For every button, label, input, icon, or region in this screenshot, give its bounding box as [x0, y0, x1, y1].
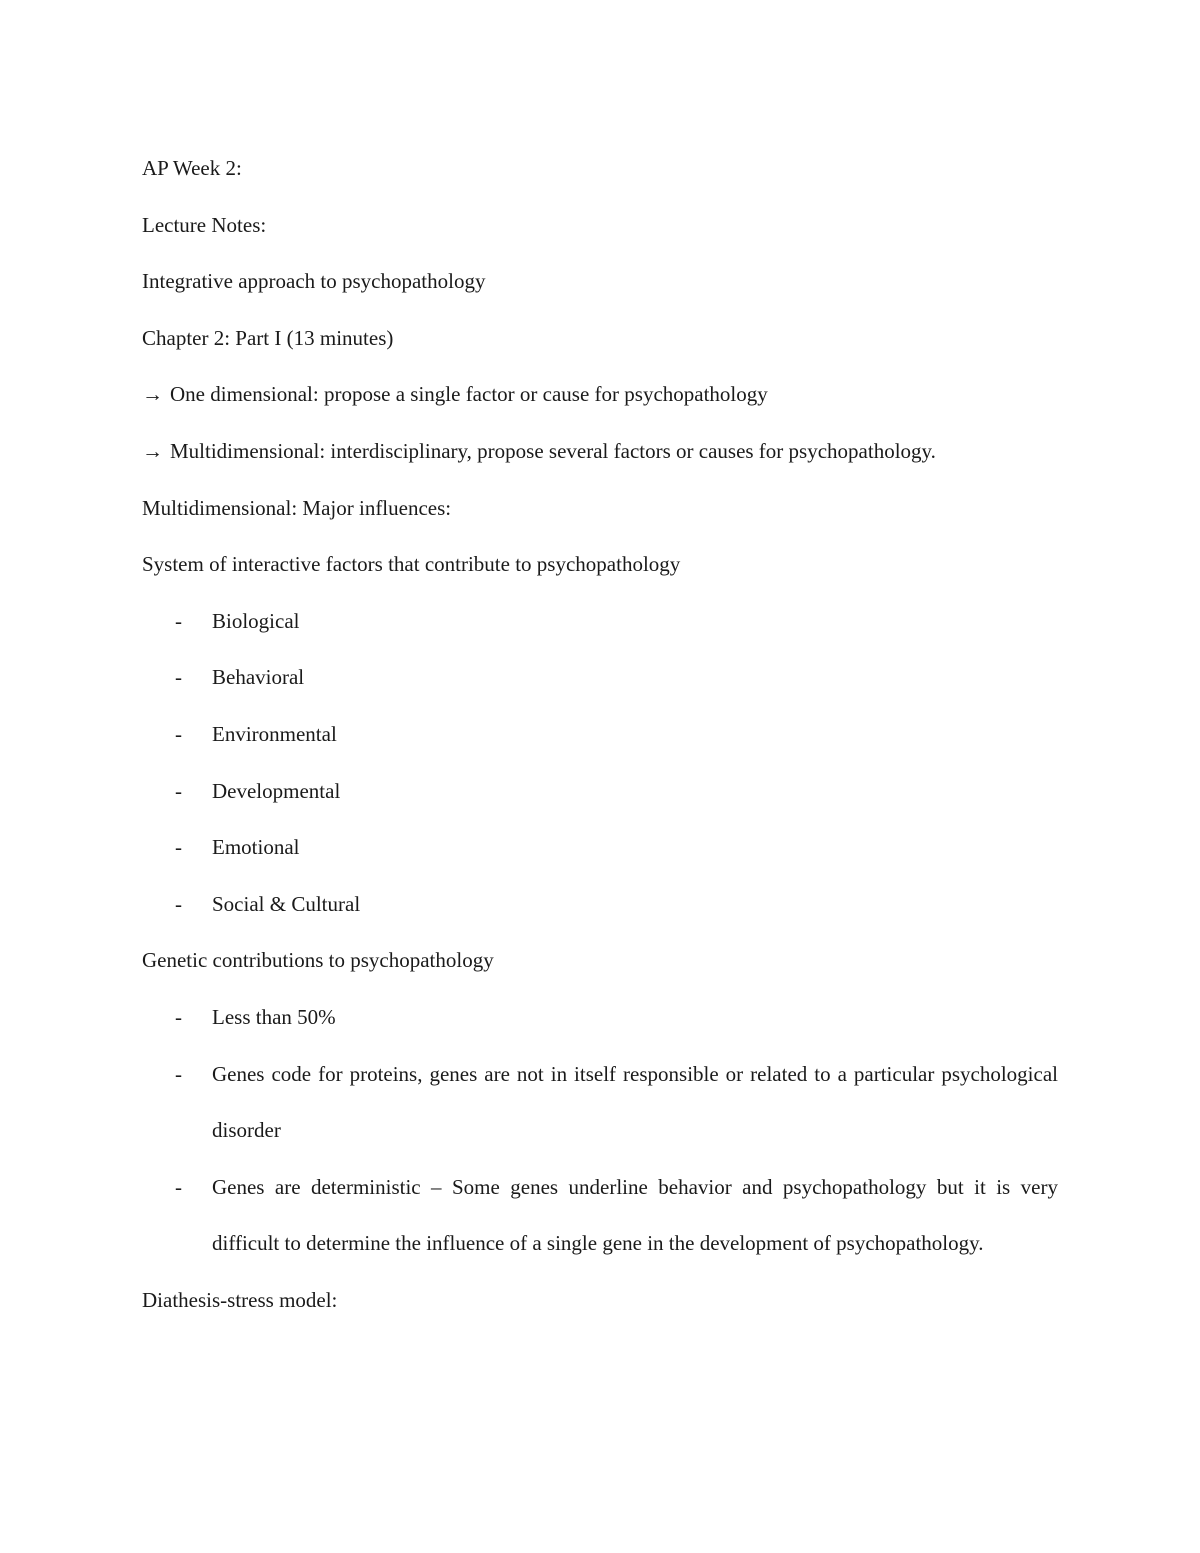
dash-bullet: - — [175, 1061, 182, 1086]
genetic-heading: Genetic contributions to psychopathology — [142, 948, 494, 973]
dash-bullet: - — [175, 1004, 182, 1029]
document-title: AP Week 2: — [142, 156, 242, 180]
document-body — [142, 140, 1058, 1328]
dash-bullet: - — [175, 665, 182, 690]
dash-bullet: - — [175, 1174, 182, 1199]
arrow-item-text: Multidimensional: interdisciplinary, propose several factors or causes for psychopathology. — [170, 438, 936, 463]
arrow-item — [142, 423, 1058, 480]
system-heading: System of interactive factors that contribute to psychopathology — [142, 552, 681, 577]
right-arrow-icon: → — [142, 438, 163, 463]
list-item-text: Social & Cultural — [212, 891, 361, 916]
list-item — [142, 819, 1058, 876]
diathesis-heading: Diathesis-stress model: — [142, 1287, 338, 1312]
list-item — [142, 989, 1058, 1046]
list-item-text: Less than 50% — [212, 1004, 336, 1029]
arrow-item-text: One dimensional: propose a single factor or cause for psychopathology — [170, 382, 768, 407]
dash-bullet: - — [175, 891, 182, 916]
dash-bullet: - — [175, 835, 182, 860]
topic-heading: Integrative approach to psychopathology — [142, 269, 486, 294]
right-arrow-icon: → — [142, 382, 163, 407]
list-item — [142, 593, 1058, 650]
list-item-text: Genes are deterministic – Some genes underline behavior and psychopathology but it is very difficult to determine the influence of a single gene in the development of psychopathology. — [212, 1174, 1058, 1256]
chapter-heading: Chapter 2: Part I (13 minutes) — [142, 325, 394, 350]
dash-bullet: - — [175, 778, 182, 803]
list-item-text: Genes code for proteins, genes are not in itself responsible or related to a particular psychological disorder — [212, 1061, 1058, 1143]
list-item — [142, 1159, 1058, 1272]
list-item — [142, 649, 1058, 706]
list-item — [142, 706, 1058, 763]
list-item-text: Biological — [212, 608, 300, 633]
dash-bullet: - — [175, 608, 182, 633]
list-item-text: Environmental — [212, 721, 337, 746]
list-item-text: Behavioral — [212, 665, 305, 690]
document-subtitle: Lecture Notes: — [142, 212, 267, 237]
list-item-text: Developmental — [212, 778, 341, 803]
list-item-text: Emotional — [212, 835, 300, 860]
list-item — [142, 763, 1058, 820]
list-item — [142, 1046, 1058, 1159]
arrow-item — [142, 366, 1058, 423]
list-item — [142, 876, 1058, 933]
multidimensional-heading: Multidimensional: Major influences: — [142, 495, 452, 520]
dash-bullet: - — [175, 721, 182, 746]
